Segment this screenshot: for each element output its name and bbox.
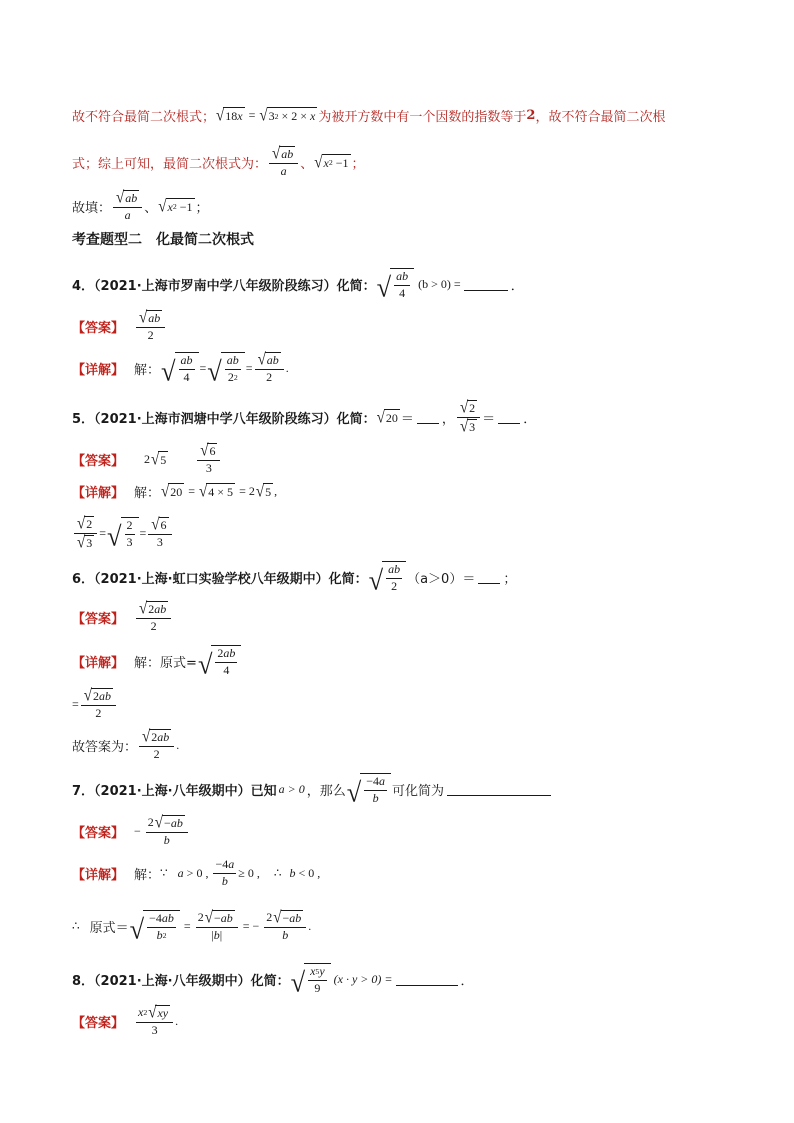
detail-jie: 解： [134,867,161,883]
answer-blank [498,422,520,424]
question-head: 6．（2021·上海·虹口实验学校八年级期中）化简： [72,571,368,587]
math-expression: √ $\frac{ab}{2}$ [368,561,407,594]
question-end: ； [503,571,517,587]
answer-blank [447,794,551,796]
final-label: 故答案为： [72,739,138,755]
math-expression: ∵ a > 0 , −4 a b ≥ 0 , ∴ b < 0 , [160,857,321,888]
question-condition: a > 0 [278,781,305,796]
answer-6 [72,601,754,634]
question-condition: (x · y > 0) = [333,971,393,986]
math-expression: √ ab a [267,146,300,179]
question-5 [72,400,754,435]
question-4 [72,268,754,304]
fill-answer-line [72,190,754,223]
fill-end: ； [195,200,209,216]
math-expression: − 2 √ − ab b [134,815,190,848]
answer-8 [72,1005,754,1038]
answer-blank [417,422,439,424]
math-expression: √ 2 ab 2 . [137,729,179,762]
answer-5 [72,443,754,476]
math-expression: x 2 √ xy 3 . [138,1003,179,1037]
math-expression: √ 2 √ 3 [455,400,482,435]
intro-text: 故不符合最简二次根式； [72,110,216,125]
answer-tag: 【答案】 [72,825,125,841]
therefore-symbol: ∴ [273,865,282,880]
detail-tag: 【详解】 [72,867,125,883]
detail-6-line-2 [72,688,754,721]
since-symbol: ∵ [160,865,168,880]
therefore-symbol: ∴ [72,918,80,933]
answer-blank [464,289,508,291]
intro-line-2 [72,146,754,179]
math-expression: √ x 5 y 9 (x · y > 0) = [290,964,393,999]
detail-jie: 解： [134,362,161,378]
detail-6 [72,645,754,681]
intro-text: 式；综上可知，最简二次根式为： [72,156,268,172]
question-6 [72,561,754,597]
question-condition: (b > 0) = [418,276,461,291]
math-expression: √ −4 a b [346,773,392,806]
math-expression: √ 20 = √ 4 × 5 = 2 √ 5 , [161,483,278,502]
intro-line-1 [72,106,754,125]
answer-tag: 【答案】 [72,453,125,469]
question-head: 8．（2021·上海·八年级期中）化简： [72,973,290,989]
detail-jie: 解： [134,486,161,501]
separator: 、 [300,156,314,172]
answer-7 [72,815,754,848]
question-then: ，那么 [306,783,346,799]
answer-tag: 【答案】 [72,611,125,627]
detail-tag: 【详解】 [72,486,125,501]
math-expression: √ −4 ab b 2 = 2 √ − ab | b | = − 2 √ − ab b . [129,908,312,946]
math-expression: √ 2 ab 2 [134,601,173,634]
detail-tag: 【详解】 [72,655,125,671]
math-expression: = √ 2 ab 2 [72,688,118,721]
detail-4 [72,350,754,388]
math-expression: √ $\frac{ab}{4}$ (b > 0) = [376,269,461,304]
math-expression: 2 √ 5 √ 6 3 [144,443,222,476]
question-condition: （a＞0）＝ [407,571,476,587]
math-expression: √ ab 2 [134,310,167,343]
detail-jie: 解： [134,655,161,671]
comma: ， [441,411,455,427]
question-simplify: 可化简为 [392,783,445,799]
question-8 [72,963,754,999]
answer-blank [478,582,500,584]
intro-text: ； [351,156,365,172]
math-expression: √ 20 [376,408,398,427]
detail-7 [72,858,754,889]
separator: 、 [144,200,158,216]
math-expression: √ ab a [111,190,144,223]
question-head: 5．（2021·上海市泗塘中学八年级阶段练习）化简： [72,411,376,427]
question-head: 4．（2021·上海市罗南中学八年级阶段练习）化简： [72,278,376,294]
math-expression: √ 2 √ 3 = √ $\frac{2}{3}$ = √ 6 3 [72,516,174,551]
math-expression: √ 2 ab 4 [197,645,242,678]
question-end: ． [523,411,537,427]
math-expression: √ 18 x = √ 3 2 × 2 × x [216,107,316,126]
math-expression: √ $\frac{ab}{4}$ = √ ab 2 2 = √ ab 2 . [161,350,289,388]
answer-4 [72,310,754,343]
question-end: ． [510,278,524,294]
answer-tag: 【答案】 [72,1015,125,1031]
detail-7-line-2 [72,908,754,946]
yuanshi-label: 原式＝ [89,920,129,936]
answer-tag: 【答案】 [72,320,125,336]
intro-text: 为被开方数中有一个因数的指数等于 [318,110,527,125]
detail-tag: 【详解】 [72,362,125,378]
yuanshi-label: 原式= [160,655,197,671]
answer-blank [396,984,458,986]
math-expression: √ x 2 −1 [314,153,349,172]
question-head: 7．（2021·上海·八年级期中）已知 [72,783,277,799]
section-title: 考查题型二 化最简二次根式 [72,232,254,248]
fill-prefix: 故填： [72,200,112,216]
math-expression: √ x 2 −1 [158,197,193,216]
equals: ＝ [400,411,414,427]
question-end: ． [460,973,474,989]
detail-5-line-2 [72,516,754,551]
detail-5 [72,482,754,501]
intro-number: 2 [526,108,536,123]
question-7 [72,773,754,809]
final-6 [72,729,754,762]
equals: ＝ [482,411,496,427]
intro-text: ，故不符合最简二次根 [535,110,666,125]
